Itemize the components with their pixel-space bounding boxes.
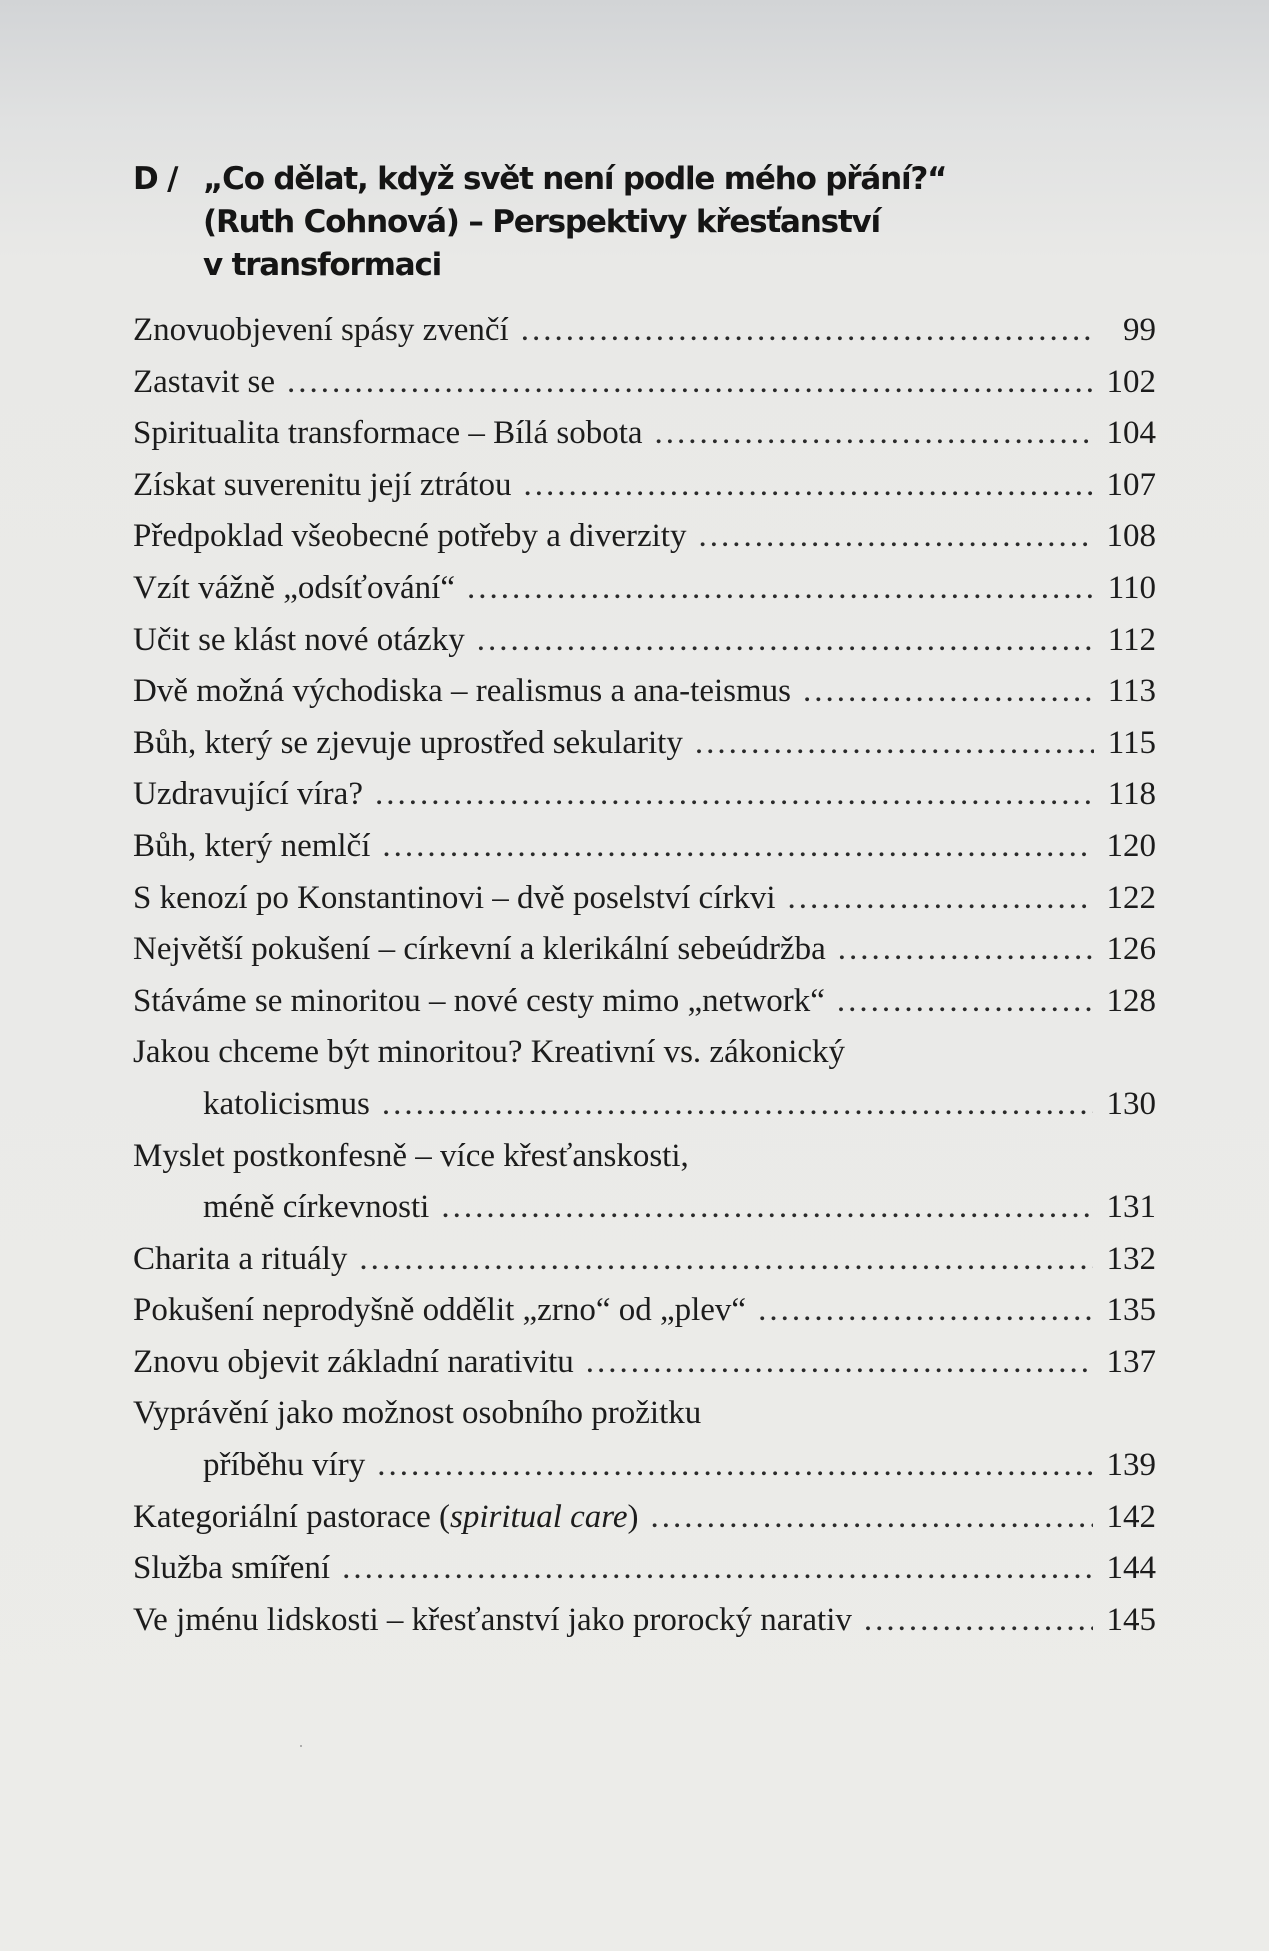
toc-entry-title-cont: katolicismus (203, 1085, 370, 1122)
dot-leader (864, 1595, 1093, 1647)
dot-leader (803, 666, 1094, 718)
dot-leader (698, 511, 1092, 563)
toc-page-number: 113 (1107, 673, 1156, 710)
dot-leader (695, 718, 1094, 770)
toc-page-number: 144 (1106, 1550, 1156, 1587)
toc-page-number: 137 (1106, 1343, 1156, 1380)
toc-entry (133, 1543, 1156, 1595)
toc-entry (133, 1131, 1156, 1183)
toc-page-number: 112 (1107, 621, 1156, 658)
toc-entry-title (133, 1543, 330, 1595)
toc-entry (133, 976, 1156, 1028)
toc-entry (133, 460, 1156, 512)
toc-entry-title: Jakou chceme být minoritou? Kreativní vs. zákonický (133, 1034, 846, 1071)
toc-page-number: 142 (1106, 1498, 1156, 1535)
dot-leader (382, 1079, 1093, 1131)
dot-leader (523, 460, 1092, 512)
toc-page-number: 122 (1106, 879, 1156, 916)
paper-speck (300, 1745, 302, 1747)
toc-page-number: 128 (1106, 982, 1156, 1019)
toc-entry-title-text: Stáváme se minoritou – nové cesty mimo „network“ (133, 982, 825, 1019)
toc-entry-title-text: Uzdravující víra? (133, 776, 363, 813)
toc-entry-title-text: S kenozí po Konstantinovi – dvě poselství církvi (133, 879, 776, 916)
toc-entry-title-text: Spiritualita transformace – Bílá sobota (133, 415, 643, 452)
toc-entry-title-text: Kategoriální pastorace ( (133, 1498, 451, 1535)
toc-entry-title (133, 821, 370, 873)
toc-entry-title (133, 357, 275, 409)
toc-page-number: 145 (1106, 1601, 1156, 1638)
dot-leader (837, 976, 1093, 1028)
toc-entry-title (133, 408, 643, 460)
toc-entry (133, 357, 1156, 409)
toc-page-number: 108 (1106, 518, 1156, 555)
toc-entry-title (133, 460, 511, 512)
toc-entry-title-text: Předpoklad všeobecné potřeby a diverzity (133, 518, 687, 555)
toc-entry (133, 1595, 1156, 1647)
dot-leader (655, 408, 1093, 460)
toc-entry (133, 511, 1156, 563)
toc-entry-title: Vyprávění jako možnost osobního prožitku (133, 1395, 702, 1432)
toc-entry-title-text: Znovuobjevení spásy zvenčí (133, 312, 509, 348)
toc-entry-title-text: Ve jménu lidskosti – křesťanství jako prorocký narativ (133, 1601, 852, 1638)
toc-entry-continuation (133, 1440, 1156, 1492)
dot-leader (651, 1492, 1093, 1544)
toc-page-number: 130 (1106, 1085, 1156, 1122)
dot-leader (521, 305, 1096, 357)
toc-entry-title-italic: spiritual care (450, 1498, 628, 1535)
toc-page-number: 107 (1106, 466, 1156, 503)
toc-entry-title-text: Největší pokušení – církevní a klerikální sebeúdržba (133, 931, 826, 968)
toc-page-number: 110 (1107, 569, 1156, 606)
toc-entry-title-text: Znovu objevit základní narativitu (133, 1343, 574, 1380)
toc-entry-title (133, 718, 683, 770)
toc-entry (133, 924, 1156, 976)
dot-leader (377, 1440, 1092, 1492)
toc-entry (133, 873, 1156, 925)
toc-entry-title-text: Dvě možná východiska – realismus a ana-teismus (133, 673, 791, 710)
toc-page-number: 118 (1107, 776, 1156, 813)
toc-entry-title-text: Zastavit se (133, 363, 276, 400)
toc-entry-title-text: Služba smíření (133, 1550, 331, 1587)
toc-page-number: 120 (1106, 827, 1156, 864)
section-letter: D / (133, 161, 178, 197)
toc-entry-title (133, 769, 363, 821)
toc-entry (133, 1285, 1156, 1337)
toc-page-number: 102 (1106, 363, 1156, 400)
toc-page-number: 99 (1123, 312, 1156, 348)
dot-leader (586, 1337, 1093, 1389)
toc-entry (133, 666, 1156, 718)
toc-entry-title (133, 1234, 347, 1286)
toc-entry (133, 408, 1156, 460)
toc-entry (133, 1234, 1156, 1286)
toc-page-number: 126 (1106, 931, 1156, 968)
toc-entry-title (133, 976, 825, 1028)
toc-entry-title (133, 305, 509, 357)
toc-entry-title (133, 615, 465, 667)
toc-entry (133, 718, 1156, 770)
dot-leader (838, 924, 1093, 976)
section-title-line: „Co dělat, když svět není podle mého přání?“ (203, 161, 947, 197)
dot-leader (375, 769, 1094, 821)
toc-entry (133, 1337, 1156, 1389)
toc-entry-title (133, 1595, 852, 1647)
section-title (203, 158, 1103, 287)
toc-entry-title-text: Bůh, který nemlčí (133, 827, 371, 864)
toc-entry-title-cont: příběhu víry (203, 1447, 366, 1484)
toc-entry-title-text: Pokušení neprodyšně oddělit „zrno“ od „plev“ (133, 1292, 747, 1329)
dot-leader (382, 821, 1092, 873)
dot-leader (477, 615, 1094, 667)
toc-page-number: 115 (1107, 724, 1156, 761)
section-title-line: (Ruth Cohnová) – Perspektivy křesťanství (203, 204, 880, 240)
toc-page-number: 131 (1106, 1189, 1156, 1226)
toc-entry (133, 769, 1156, 821)
toc-entry-title (133, 511, 686, 563)
toc-entry-title-text: Učit se klást nové otázky (133, 621, 465, 658)
toc-page-number: 135 (1106, 1292, 1156, 1329)
toc-entry-title-text: Získat suverenitu její ztrátou (133, 466, 512, 503)
toc-entry-title (133, 563, 455, 615)
dot-leader (758, 1285, 1092, 1337)
toc-entry-title-text: Charita a rituály (133, 1240, 348, 1277)
toc-entry (133, 305, 1156, 357)
toc-page-number: 132 (1106, 1240, 1156, 1277)
toc-entry-continuation (133, 1079, 1156, 1131)
toc-entry (133, 1492, 1156, 1544)
toc-entry (133, 821, 1156, 873)
toc-entry (133, 1388, 1156, 1440)
dot-leader (287, 357, 1092, 409)
toc-entry-title-text: Vzít vážně „odsíťování“ (133, 569, 455, 606)
dot-leader (441, 1182, 1092, 1234)
toc-entry-title (133, 1337, 574, 1389)
section-title-line: v transformaci (203, 247, 442, 283)
toc-entry-title (133, 1492, 639, 1544)
toc-entry (133, 563, 1156, 615)
dot-leader (359, 1234, 1092, 1286)
toc-entry-title-cont: méně církevnosti (203, 1189, 430, 1226)
toc-entry-title (133, 873, 776, 925)
toc-entry-title (133, 924, 826, 976)
toc-entry-title: Myslet postkonfesně – více křesťanskosti, (133, 1137, 689, 1174)
toc-entry-title (133, 1285, 746, 1337)
toc-page-number: 139 (1106, 1447, 1156, 1484)
table-of-contents (133, 305, 1156, 1646)
toc-entry (133, 615, 1156, 667)
toc-entry-title-text: ) (627, 1498, 639, 1535)
toc-entry-title (133, 666, 791, 718)
dot-leader (467, 563, 1094, 615)
toc-entry (133, 1027, 1156, 1079)
dot-leader (788, 873, 1093, 925)
toc-page-number: 104 (1106, 415, 1156, 452)
toc-entry-continuation (133, 1182, 1156, 1234)
toc-entry-title-text: Bůh, který se zjevuje uprostřed sekularity (133, 724, 683, 761)
dot-leader (342, 1543, 1092, 1595)
